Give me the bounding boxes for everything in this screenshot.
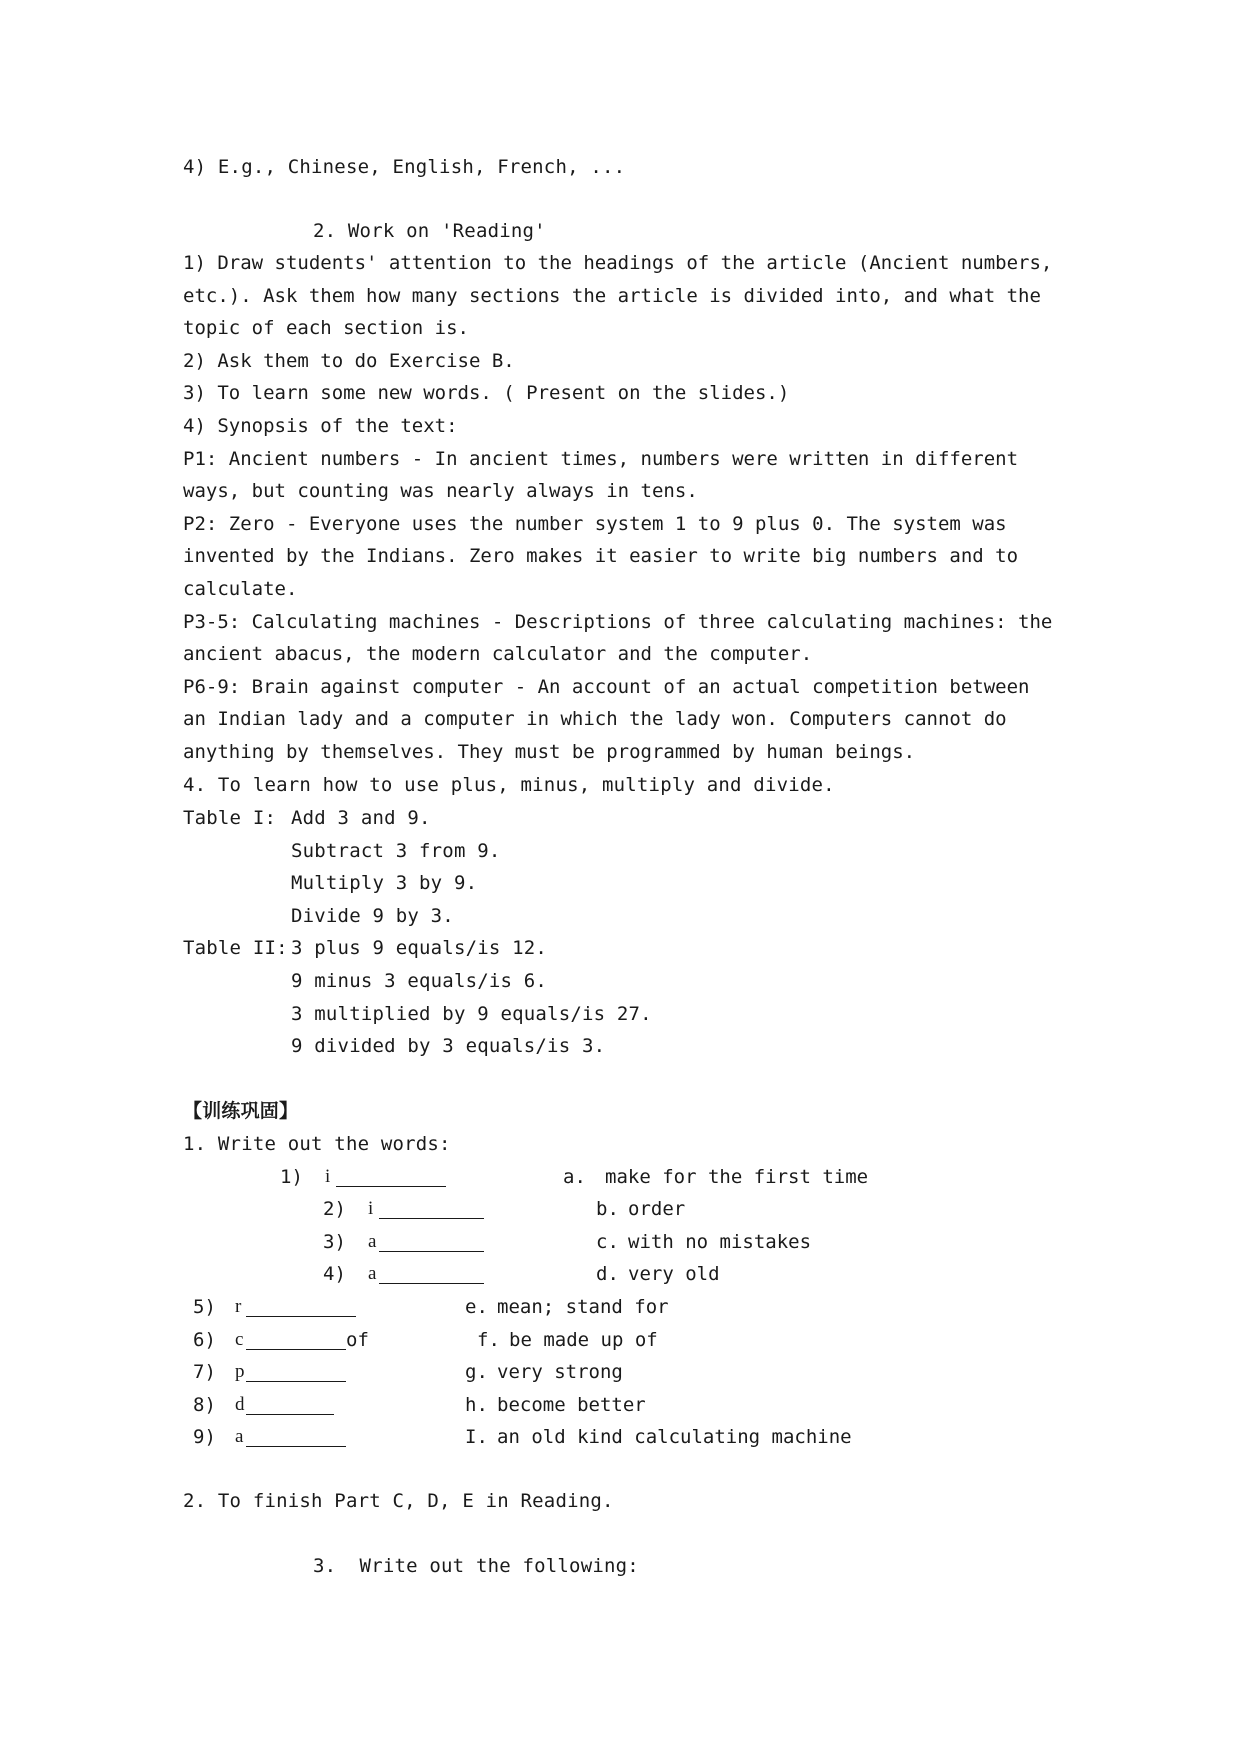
option-letter: f. — [477, 1329, 500, 1351]
item-number: 4) — [323, 1263, 346, 1285]
option-definition: order — [628, 1198, 686, 1220]
item-number: 5) — [193, 1296, 216, 1318]
word-initial-letter: a — [368, 1263, 377, 1284]
matching-row — [0, 1294, 1241, 1320]
matching-row — [0, 1164, 1241, 1190]
word-initial-letter: a — [235, 1426, 244, 1447]
answer-blank[interactable] — [379, 1231, 484, 1252]
word-initial-letter: p — [235, 1361, 245, 1382]
word-initial-letter: i — [325, 1166, 331, 1187]
table2-row: 3 plus 9 equals/is 12. — [291, 937, 548, 959]
practice-q3: 3. Write out the following: — [313, 1555, 639, 1577]
synopsis-p3-5: P3-5: Calculating machines - Descriptions of three calculating machines: the ancient abacus, the modern calculator and the computer. — [183, 610, 1053, 666]
example-languages-line: 4) E.g., Chinese, English, French, ... — [183, 156, 626, 178]
item-number: 7) — [193, 1361, 216, 1383]
item-number: 3) — [323, 1231, 346, 1253]
answer-blank[interactable] — [246, 1394, 334, 1415]
word-initial-letter: d — [235, 1394, 245, 1415]
word-initial-letter: c — [235, 1329, 244, 1350]
practice-heading: 【训练巩固】 — [183, 1100, 299, 1122]
item-number: 6) — [193, 1329, 216, 1351]
answer-blank[interactable] — [379, 1263, 484, 1284]
item-number: 9) — [193, 1426, 216, 1448]
option-letter: c. — [596, 1231, 619, 1253]
table2-row: 9 minus 3 equals/is 6. — [291, 970, 548, 992]
option-letter: h. — [465, 1394, 488, 1416]
option-definition: become better — [497, 1394, 646, 1416]
option-letter: e. — [465, 1296, 488, 1318]
item-number: 1) — [280, 1166, 303, 1188]
answer-blank[interactable] — [246, 1361, 346, 1382]
reading-step-3: 3) To learn some new words. ( Present on the slides.) — [183, 382, 790, 405]
option-definition: make for the first time — [605, 1166, 869, 1188]
table1-label: Table I: — [183, 807, 277, 829]
practice-q2: 2. To finish Part C, D, E in Reading. — [183, 1490, 614, 1512]
reading-step-4: 4) Synopsis of the text: — [183, 414, 458, 437]
table2-label: Table II: — [183, 937, 288, 959]
option-letter: I. — [465, 1426, 488, 1448]
matching-row — [0, 1424, 1241, 1450]
practice-q1: 1. Write out the words: — [183, 1133, 451, 1155]
section-heading-reading: 2. Work on 'Reading' — [313, 220, 546, 242]
matching-row — [0, 1261, 1241, 1287]
word-initial-letter: r — [235, 1296, 242, 1317]
matching-row — [0, 1229, 1241, 1255]
option-letter: b. — [596, 1198, 619, 1220]
word-initial-letter: i — [368, 1198, 374, 1219]
option-definition: very old — [628, 1263, 720, 1285]
table1-row: Add 3 and 9. — [291, 807, 431, 829]
item-number: 2) — [323, 1198, 346, 1220]
table1-row: Subtract 3 from 9. — [291, 840, 501, 862]
option-definition: with no mistakes — [628, 1231, 812, 1253]
answer-blank[interactable] — [246, 1426, 346, 1447]
option-definition: an old kind calculating machine — [497, 1426, 852, 1448]
table2-row: 3 multiplied by 9 equals/is 27. — [291, 1003, 652, 1025]
option-definition: very strong — [497, 1361, 623, 1383]
matching-row — [0, 1392, 1241, 1418]
reading-step-1: 1) Draw students' attention to the headings of the article (Ancient numbers, etc.). Ask them how many sections the article is divided into, and what the topic of each section is. — [183, 252, 1053, 340]
reading-step-2: 2) Ask them to do Exercise B. — [183, 349, 515, 372]
table1-row: Divide 9 by 3. — [291, 905, 454, 927]
table2-row: 9 divided by 3 equals/is 3. — [291, 1035, 606, 1057]
answer-blank[interactable] — [379, 1198, 484, 1219]
option-definition: mean; stand for — [497, 1296, 669, 1318]
synopsis-p2: P2: Zero - Everyone uses the number system 1 to 9 plus 0. The system was invented by the Indians. Zero makes it easier to write big numbers and to calculate. — [183, 512, 1019, 600]
synopsis-p6-9: P6-9: Brain against computer - An account of an actual competition between an Indian lady and a computer in which the lady won. Computers cannot do anything by themselves. They must be programmed by human beings. — [183, 675, 1030, 763]
section-heading-operations: 4. To learn how to use plus, minus, multiply and divide. — [183, 774, 835, 796]
answer-blank[interactable] — [246, 1329, 346, 1350]
option-definition: be made up of — [509, 1329, 658, 1351]
item-number: 8) — [193, 1394, 216, 1416]
matching-row — [0, 1359, 1241, 1385]
matching-row — [0, 1327, 1241, 1353]
table1-row: Multiply 3 by 9. — [291, 872, 478, 894]
option-letter: g. — [465, 1361, 488, 1383]
synopsis-p1: P1: Ancient numbers - In ancient times, numbers were written in different ways, but counting was nearly always in tens. — [183, 447, 1019, 503]
answer-blank[interactable] — [246, 1296, 356, 1317]
answer-blank[interactable] — [336, 1166, 446, 1187]
word-initial-letter: a — [368, 1231, 377, 1252]
word-suffix: of — [346, 1329, 369, 1351]
matching-row — [0, 1196, 1241, 1222]
option-letter: d. — [596, 1263, 619, 1285]
option-letter: a. — [563, 1166, 586, 1188]
reading-steps — [183, 247, 1063, 769]
